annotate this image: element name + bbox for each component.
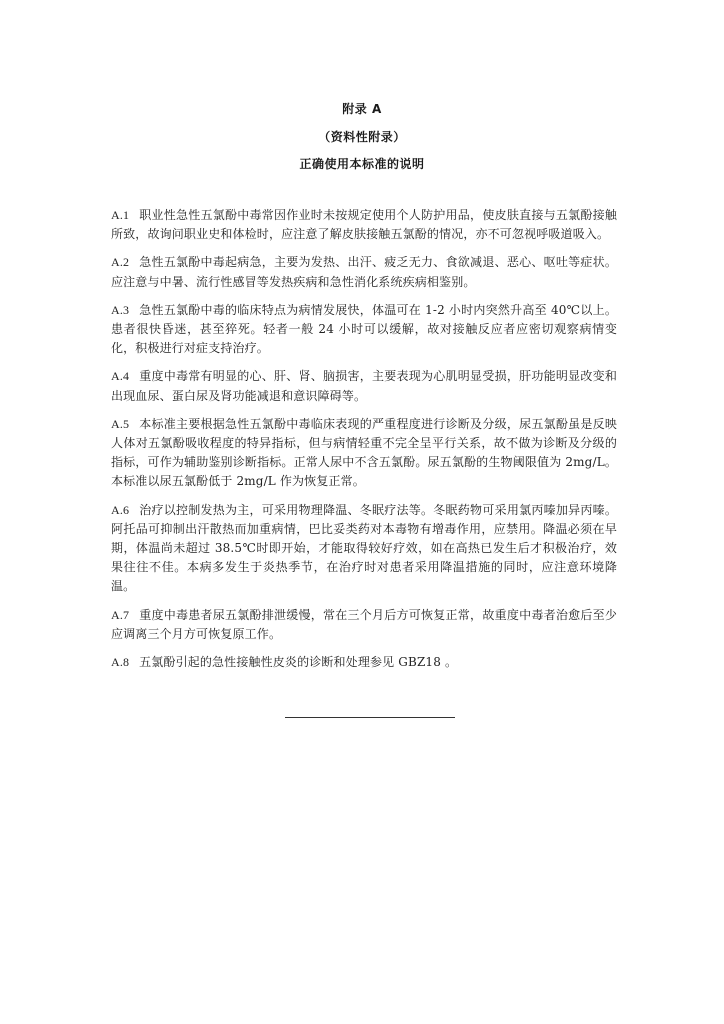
paragraph-text: 五氯酚引起的急性接触性皮炎的诊断和处理参见 GBZ18 。 — [139, 655, 458, 670]
paragraph-text: 职业性急性五氯酚中毒常因作业时未按规定使用个人防护用品，使皮肤直接与五氯酚接触所致，故询问职业史和体检时，应注意了解皮肤接触五氯酚的情况，亦不可忽视呼吸道吸入。 — [111, 208, 617, 242]
appendix-label: 附录 A — [342, 102, 382, 116]
body-text — [111, 206, 617, 681]
paragraph-a5 — [111, 415, 617, 492]
paragraph-text: 重度中毒患者尿五氯酚排泄缓慢，常在三个月后方可恢复正常，故重度中毒者治愈后至少应调离三个月方可恢复原工作。 — [111, 607, 617, 641]
paragraph-a7 — [111, 606, 617, 644]
paragraph-number: A.8 — [111, 655, 130, 670]
paragraph-number: A.5 — [111, 416, 130, 431]
paragraph-number: A.2 — [111, 255, 130, 270]
paragraph-number: A.4 — [111, 369, 130, 384]
paragraph-a1 — [111, 206, 617, 244]
paragraph-number: A.6 — [111, 502, 130, 517]
paragraph-a4 — [111, 367, 617, 405]
paragraph-a8 — [111, 653, 617, 672]
paragraph-number: A.3 — [111, 302, 130, 317]
section-title: 正确使用本标准的说明 — [299, 157, 425, 171]
paragraph-text: 本标准主要根据急性五氯酚中毒临床表现的严重程度进行诊断及分级，尿五氯酚虽是反映人体对五氯酚吸收程度的特异指标，但与病情轻重不完全呈平行关系，故不做为诊断及分级的指标，可作为辅助鉴别诊断指标。正常人尿中不含五氯酚。尿五氯酚的生物阈限值为 2mg/L。本标准以尿五氯酚低于 2mg/L 作为恢复正常。 — [111, 416, 617, 489]
end-rule — [285, 717, 455, 718]
paragraph-a3 — [111, 301, 617, 359]
paragraph-text: 急性五氯酚中毒起病急，主要为发热、出汗、疲乏无力、食欲减退、恶心、呕吐等症状。应注意与中暑、流行性感冒等发热疾病和急性消化系统疾病相鉴别。 — [111, 255, 617, 289]
paragraph-text: 重度中毒常有明显的心、肝、肾、脑损害，主要表现为心肌明显受损，肝功能明显改变和出现血尿、蛋白尿及肾功能减退和意识障碍等。 — [111, 369, 617, 403]
appendix-type: （资料性附录） — [318, 130, 406, 144]
paragraph-a6 — [111, 501, 617, 597]
paragraph-number: A.1 — [111, 208, 130, 222]
paragraph-a2 — [111, 253, 617, 291]
paragraph-number: A.7 — [111, 607, 130, 622]
paragraph-text: 治疗以控制发热为主，可采用物理降温、冬眠疗法等。冬眠药物可采用氯丙嗪加异丙嗪。阿托品可抑制出汗散热而加重病情，巴比妥类药对本毒物有增毒作用，应禁用。降温必须在早期，体温尚未超过 38.5℃时即开始，才能取得较好疗效，如在高热已发生后才积极治疗，效果往往不佳。本病多发生于炎热季节，在治疗时对患者采用降温措施的同时，应注意环境降温。 — [111, 502, 617, 594]
paragraph-text: 急性五氯酚中毒的临床特点为病情发展快，体温可在 1-2 小时内突然升高至 40℃以上。患者很快昏迷，甚至猝死。轻者一般 24 小时可以缓解，故对接触反应者应密切观察病情变化，积极进行对症支持治疗。 — [111, 302, 617, 356]
